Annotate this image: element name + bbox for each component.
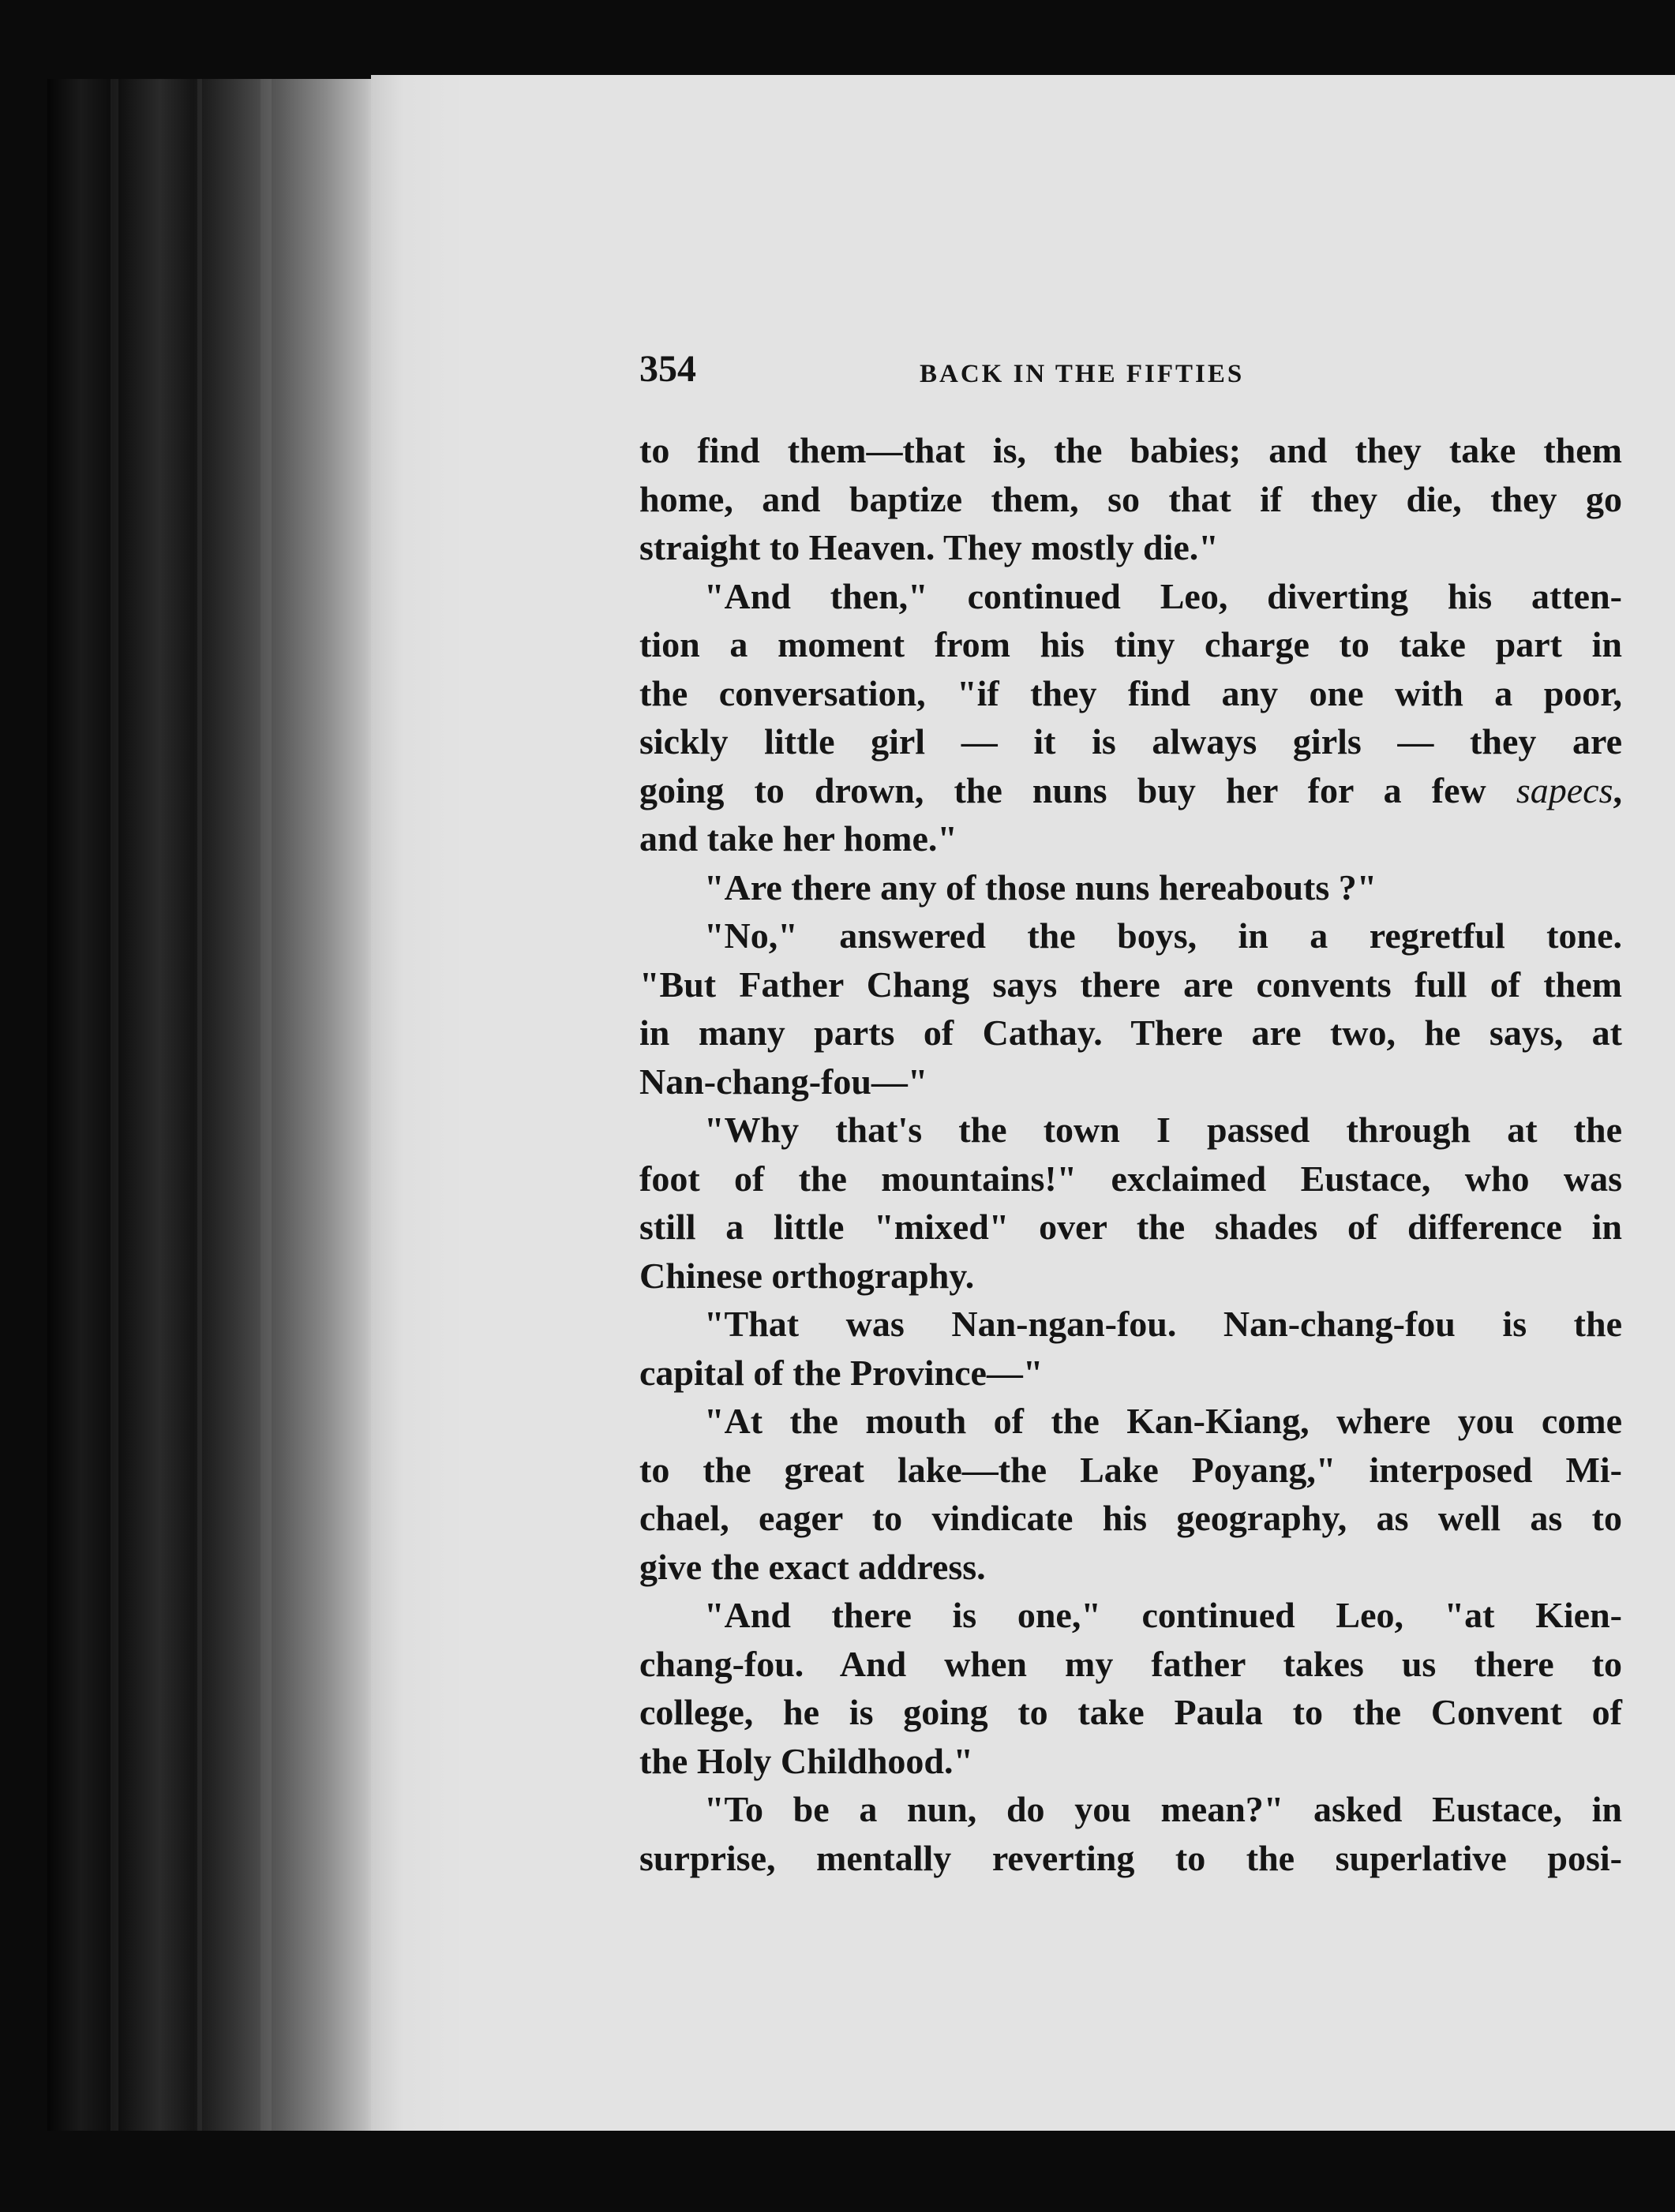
text-line: surprise, mentally reverting to the superlative posi- (639, 1837, 1622, 1878)
body-text (639, 426, 1622, 1882)
spine-streak (197, 79, 202, 2147)
text-line: chang-fou. And when my father takes us there to (639, 1643, 1622, 1684)
text-line: foot of the mountains!" exclaimed Eustace, who was (639, 1158, 1622, 1199)
text-line: going to drown, the nuns buy her for a few sapecs, (639, 769, 1622, 810)
text-line: in many parts of Cathay. There are two, he says, at (639, 1012, 1622, 1053)
text-line: give the exact address. (639, 1546, 986, 1587)
text-line: "To be a nun, do you mean?" asked Eustace, in (704, 1789, 1622, 1829)
running-title: BACK IN THE FIFTIES (920, 360, 1245, 388)
text-line: straight to Heaven. They mostly die." (639, 527, 1219, 567)
text-line: to find them—that is, the babies; and they take them (639, 430, 1622, 470)
italic-word: sapecs (1516, 769, 1613, 810)
text-line: "Why that's the town I passed through at the (704, 1110, 1622, 1150)
text-line: to the great lake—the Lake Poyang," interposed Mi- (639, 1449, 1622, 1490)
text-line: and take her home." (639, 818, 957, 859)
text-line: the conversation, "if they find any one with a poor, (639, 672, 1622, 713)
spine-streak (111, 79, 118, 2147)
bottom-shadow (0, 2131, 1675, 2212)
text-line: "That was Nan-ngan-fou. Nan-chang-fou is the (704, 1304, 1622, 1344)
text-line: sickly little girl — it is always girls — they are (639, 721, 1622, 762)
text-line: "But Father Chang says there are convents full of them (639, 964, 1622, 1005)
text-line: Chinese orthography. (639, 1255, 975, 1296)
text-line: tion a moment from his tiny charge to take part in (639, 624, 1622, 664)
text-line: the Holy Childhood." (639, 1740, 974, 1781)
text-line: still a little "mixed" over the shades of difference in (639, 1207, 1622, 1247)
text-line: "And there is one," continued Leo, "at Kien- (704, 1595, 1622, 1635)
text-line: home, and baptize them, so that if they die, they go (639, 478, 1622, 519)
text-line: "Are there any of those nuns hereabouts ?" (704, 866, 1377, 908)
page-number: 354 (639, 348, 696, 390)
text-line: college, he is going to take Paula to the Convent of (639, 1692, 1622, 1732)
text-line: capital of the Province—" (639, 1352, 1044, 1393)
text-line: Nan-chang-fou—" (639, 1061, 928, 1102)
text-line: chael, eager to vindicate his geography, as well as to (639, 1498, 1622, 1538)
book-spine-shadow (47, 79, 379, 2147)
text-line: "No," answered the boys, in a regretful tone. (704, 915, 1622, 956)
page-header (639, 347, 1622, 410)
text-line: "At the mouth of the Kan-Kiang, where you come (704, 1401, 1622, 1441)
text-line: "And then," continued Leo, diverting his atten- (704, 575, 1622, 616)
spine-streak (260, 79, 272, 2147)
